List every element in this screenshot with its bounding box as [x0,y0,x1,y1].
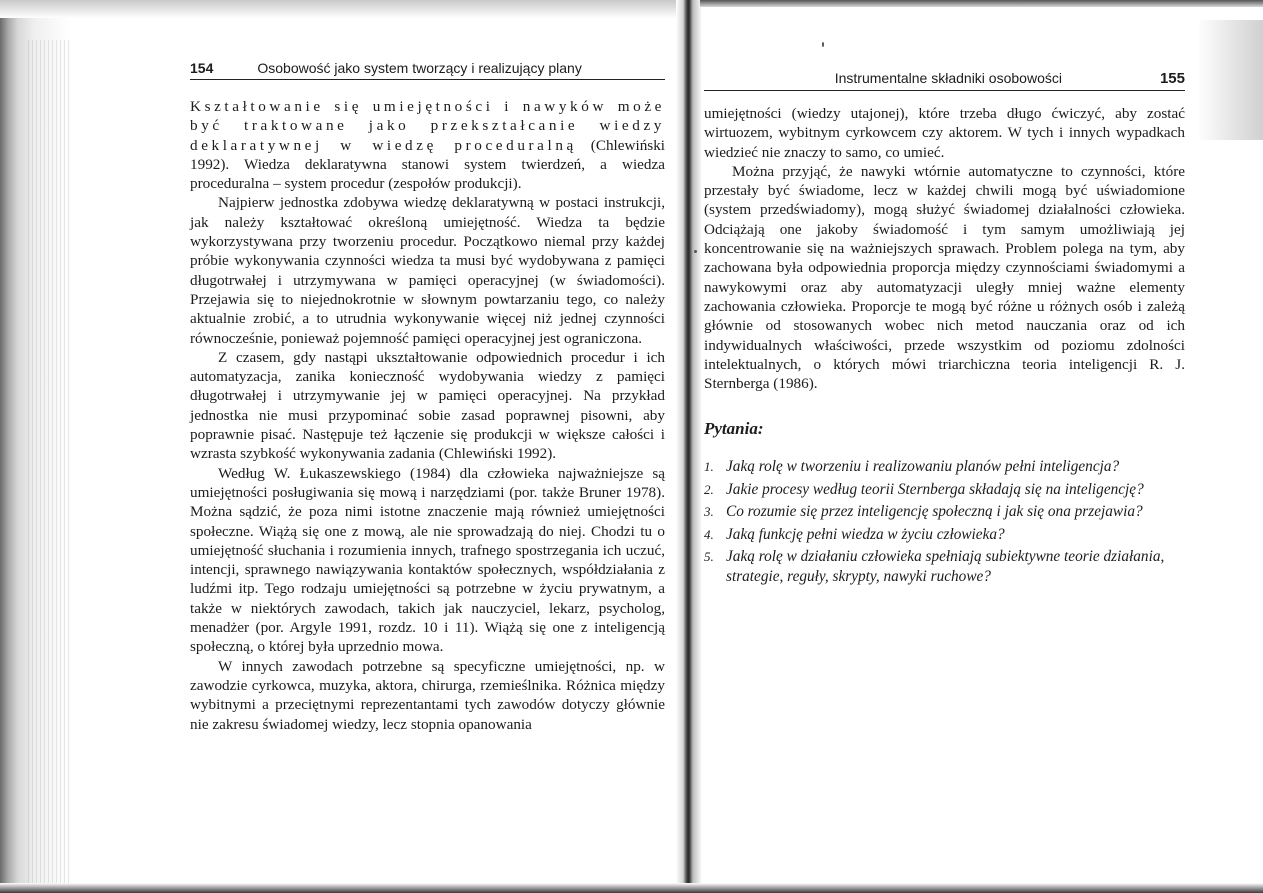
right-page-number: 155 [1159,70,1185,87]
question-text: Jakie procesy według teorii Sternberga składają się na inteligencję? [726,480,1144,498]
scan-speck [822,42,824,47]
paragraph: W innych zawodach potrzebne są specyficzne umiejętności, np. w zawodzie cyrkowca, muzyka, aktora, chirurga, rzemieślnika. Różnica między wybitnymi a przeciętnymi reprezentantami tych zawodów dotyczy głównie nie zakresu świadomej wiedzy, lecz stopnia opanowania [190,657,665,733]
right-page-header [704,70,1185,91]
question-item [704,502,1185,522]
paragraph [190,97,665,193]
paragraph: Z czasem, gdy nastąpi ukształtowanie odpowiednich procedur i ich automatyzacja, zanika konieczność wydobywania wiedzy z pamięci długotrwałej i utrzymywanie jej w pamięci operacyjnej. Na przykład jednostka nie musi przypominać sobie zasad poprawnej pisowni, aby poprawnie pisać. Następuje też łączenie się produkcji w większe całości i wzrasta szybkość wykonywania zadania (Chlewiński 1992). [190,348,665,463]
spaced-lead-text: Kształtowanie się umiejętności i nawyków może być traktowane jako przekształcanie wiedzy deklaratywnej w wiedzę proceduralną [190,98,665,154]
left-page-body [190,97,665,734]
left-page-number: 154 [190,60,214,76]
question-item [704,480,1185,500]
right-running-head: Instrumentalne składniki osobowości [834,70,1062,86]
question-item [704,457,1185,477]
question-text: Jaką rolę w tworzeniu i realizowaniu planów pełni inteligencja? [726,458,1120,476]
scan-speck [694,250,697,253]
question-item [704,525,1185,545]
question-number: 3. [704,504,714,520]
question-text: Co rozumie się przez inteligencję społeczną i jak się ona przejawia? [726,503,1143,521]
left-running-head: Osobowość jako system tworzący i realizujący plany [257,60,582,76]
left-page-header [190,60,665,80]
book-gutter [676,0,702,893]
scan-bottom-edge [0,883,1263,893]
question-item [704,547,1185,586]
scan-top-edge [700,0,1263,7]
scan-right-edge [1197,20,1263,140]
question-number: 1. [704,459,714,475]
right-page-body [704,104,1185,393]
paragraph: Według W. Łukaszewskiego (1984) dla człowieka najważniejsze są umiejętności posługiwania się mową i narzędziami (por. także Bruner 1978). Można sądzić, że poza nimi istotne znaczenie mają również umiejętności społeczne. Wiążą się one z mową, ale nie sprowadzają do niej. Chodzi tu o umiejętność słuchania i rozumienia innych, trafnego spostrzegania ich uczuć, intencji, sprawnego nawiązywania kontaktów społecznych, współdziałania z ludźmi itp. Tego rodzaju umiejętności są potrzebne w życiu prywatnym, a także w niektórych zawodach, takich jak nauczyciel, lekarz, psycholog, menadżer (por. Argyle 1991, rozdz. 10 i 11). Wiążą się one z inteligencją społeczną, o której była uprzednio mowa. [190,464,665,656]
question-number: 5. [704,549,714,565]
left-page [190,60,665,734]
question-number: 2. [704,481,714,497]
paragraph: Najpierw jednostka zdobywa wiedzę deklaratywną w postaci instrukcji, jak należy kształtować określoną umiejętność. Wiedza ta będzie wykorzystywana przy tworzeniu procedur. Początkowo niemal przy każdej próbie wykonywania czynności wiedza ta musi być wydobywana z pamięci długotrwałej i utrzymywana w pamięci operacyjnej (w świadomości). Przejawia się to niejednokrotnie w słownym powtarzaniu tego, co należy aktualnie zrobić, a to utrudnia wykonywanie więcej niż jednej czynności równocześnie, ponieważ pojemność pamięci operacyjnej jest ograniczona. [190,194,665,347]
questions-list [704,457,1185,586]
paragraph: Można przyjąć, że nawyki wtórnie automatyczne to czynności, które przestały być świadome, lecz w każdej chwili mogą być uświadomione (system przedświadomy), mogą służyć świadomej działalności człowieka. Odciążają one jakoby świadomość i tym samym umożliwiają jej koncentrowanie się na ważniejszych sprawach. Problem polega na tym, aby zachowana była odpowiednia proporcja między czynnościami świadomymi a nawykowymi oraz aby automatyzacji uległy mniej ważne elementy zachowania człowieka. Proporcje te mogą być różne u różnych osób i zależą głównie od stosowanych wobec nich metod nauczania oraz od ich indywidualnych właściwości, przede wszystkim od poziomu zdolności intelektualnych, o których mówi triarchiczna teoria inteligencji R. J. Sternberga (1986). [704,162,1185,393]
question-text: Jaką funkcję pełni wiedza w życiu człowieka? [726,525,1005,543]
paragraph-rest: (Chlewiński 1992). Wiedza deklaratywna stanowi system twierdzeń, a wiedza proceduralna – system procedur (zespołów produkcji). [190,136,666,193]
questions-heading: Pytania: [704,419,764,439]
scan-top-shadow [0,0,700,18]
page-stack-edges [28,40,72,893]
paragraph: umiejętności (wiedzy utajonej), które trzeba długo ćwiczyć, aby zostać wirtuozem, wybitnym cyrkowcem czy aktorem. W tych i innych wypadkach wiedzieć nie znaczy to samo, co umieć. [704,105,1185,161]
right-page [704,70,1185,589]
question-number: 4. [704,526,714,542]
question-text: Jaką rolę w działaniu człowieka spełniają subiektywne teorie działania, strategie, reguły, skrypty, nawyki ruchowe? [726,548,1165,585]
